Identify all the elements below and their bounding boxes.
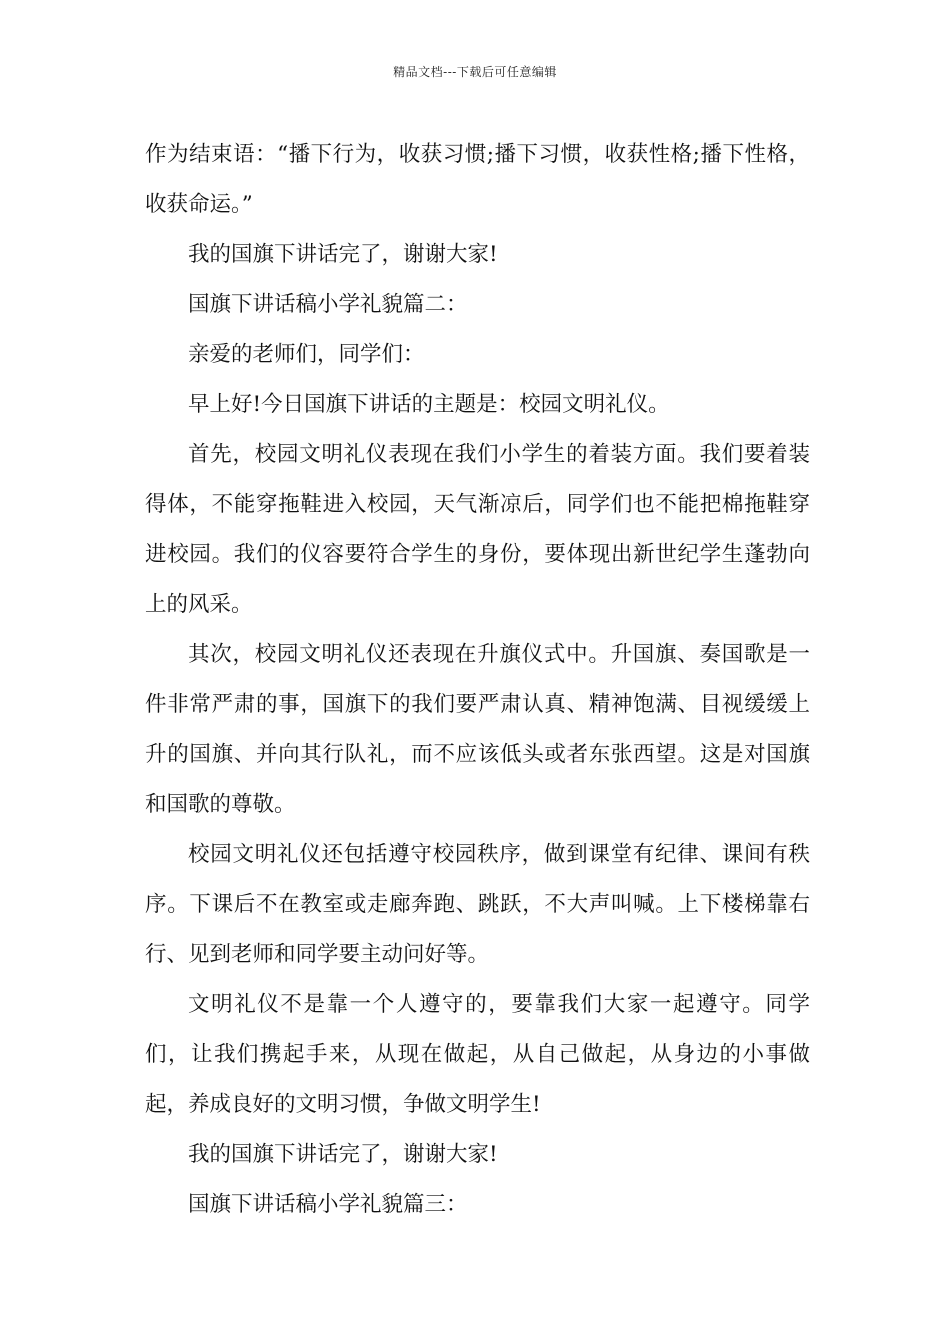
document-body	[145, 130, 810, 1230]
paragraph: 作为结束语：“播下行为，收获习惯;播下习惯，收获性格;播下性格，收获命运。”	[145, 142, 810, 217]
paragraph: 校园文明礼仪还包括遵守校园秩序，做到课堂有纪律、课间有秩序。下课后不在教室或走廊奔跑、跳跃，不大声叫喊。上下楼梯靠右行、见到老师和同学要主动问好等。	[145, 842, 810, 967]
paragraph: 其次，校园文明礼仪还表现在升旗仪式中。升国旗、奏国歌是一件非常严肃的事，国旗下的我们要严肃认真、精神饱满、目视缓缓上升的国旗、并向其行队礼，而不应该低头或者东张西望。这是对国旗和国歌的尊敬。	[145, 642, 810, 817]
section-heading: 国旗下讲话稿小学礼貌篇二：	[188, 292, 468, 317]
page-header: 精品文档---下载后可任意编辑	[393, 65, 557, 79]
paragraph: 亲爱的老师们，同学们：	[188, 342, 425, 367]
paragraph: 我的国旗下讲话完了，谢谢大家!	[188, 1142, 498, 1167]
paragraph: 文明礼仪不是靠一个人遵守的，要靠我们大家一起遵守。同学们，让我们携起手来，从现在做起，从自己做起，从身边的小事做起，养成良好的文明习惯，争做文明学生!	[145, 992, 810, 1117]
paragraph: 我的国旗下讲话完了，谢谢大家!	[188, 242, 498, 267]
paragraph: 早上好!今日国旗下讲话的主题是：校园文明礼仪。	[188, 392, 670, 417]
paragraph: 首先，校园文明礼仪表现在我们小学生的着装方面。我们要着装得体，不能穿拖鞋进入校园，天气渐凉后，同学们也不能把棉拖鞋穿进校园。我们的仪容要符合学生的身份，要体现出新世纪学生蓬勃向上的风采。	[145, 442, 810, 617]
section-heading: 国旗下讲话稿小学礼貌篇三：	[188, 1192, 468, 1217]
